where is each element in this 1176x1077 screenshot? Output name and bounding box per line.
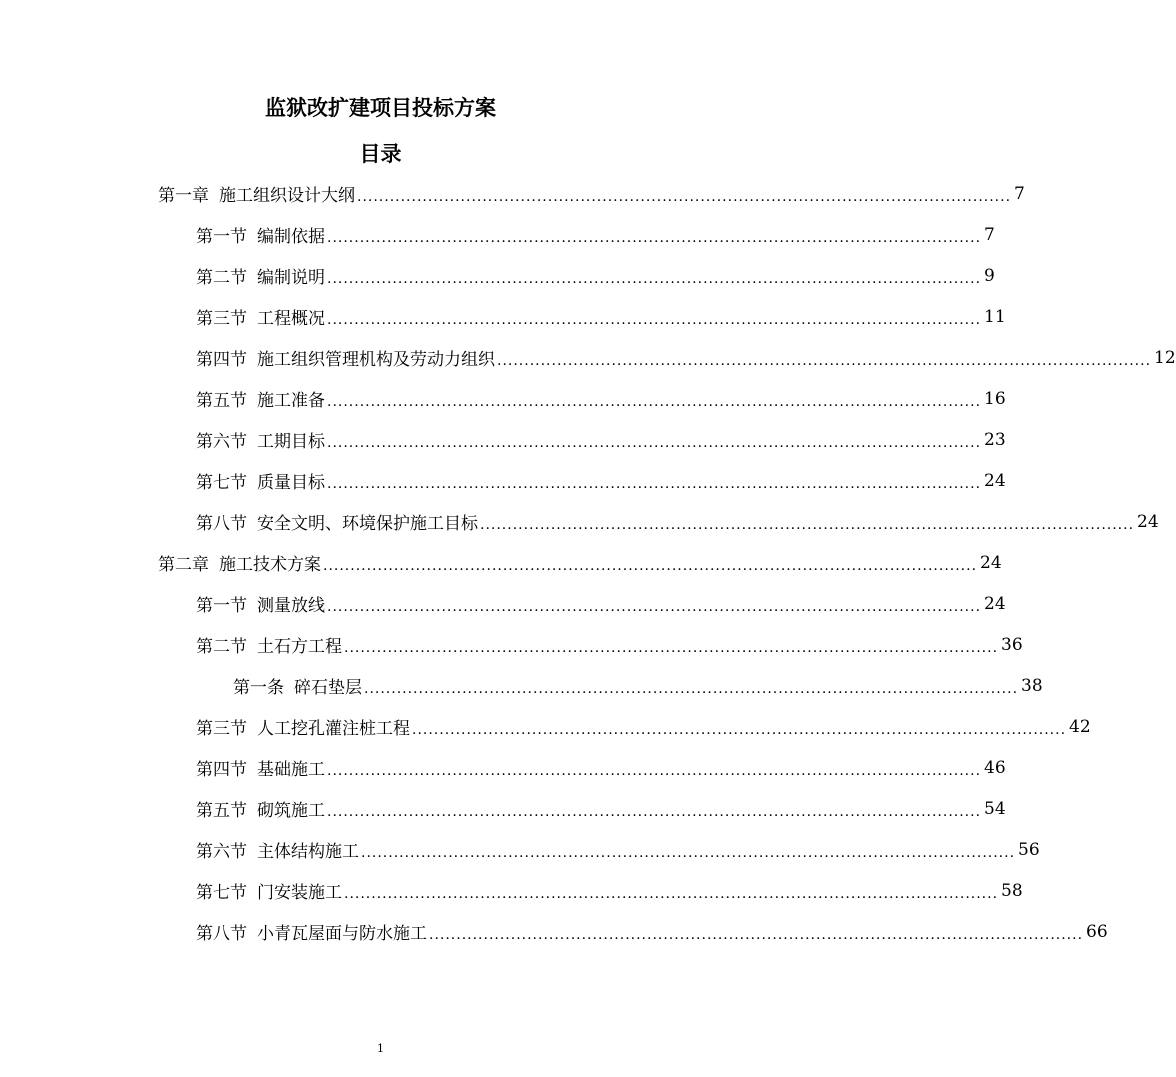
toc-entry-label: 第六节: [196, 432, 247, 452]
toc-entry-page: 56: [1018, 839, 1040, 860]
toc-entry-page: 36: [1001, 634, 1023, 655]
toc-entry-page: 24: [980, 552, 1002, 573]
toc-entry-title: 安全文明、环境保护施工目标: [257, 514, 478, 534]
toc-entry-title: 工期目标: [257, 432, 325, 452]
toc-entry-title: 基础施工: [257, 760, 325, 780]
toc-entry[interactable]: [196, 460, 1006, 501]
toc-entry[interactable]: [196, 870, 1023, 911]
toc-entry-label: 第二章: [158, 555, 209, 575]
toc-leader-dots: ........................................................................................................................: [327, 393, 982, 410]
toc-entry-label: 第一条: [233, 678, 284, 698]
toc-entry-label: 第一节: [196, 227, 247, 247]
page-number: 1: [377, 1042, 384, 1055]
toc-entry[interactable]: [196, 419, 1006, 460]
toc-entry-label: 第七节: [196, 473, 247, 493]
toc-leader-dots: ........................................................................................................................: [344, 639, 999, 656]
toc-entry-title: 土石方工程: [257, 637, 342, 657]
toc-leader-dots: ........................................................................................................................: [429, 926, 1084, 943]
toc-leader-dots: ........................................................................................................................: [327, 229, 982, 246]
toc-entry-label: 第四节: [196, 760, 247, 780]
toc-entry-label: 第六节: [196, 842, 247, 862]
toc-entry[interactable]: [196, 911, 1108, 952]
toc-entry-label: 第八节: [196, 514, 247, 534]
toc-entry-page: 7: [984, 224, 995, 245]
toc-entry-title: 小青瓦屋面与防水施工: [257, 924, 427, 944]
toc-entry-title: 编制说明: [257, 268, 325, 288]
toc-leader-dots: ........................................................................................................................: [357, 188, 1012, 205]
toc-entry[interactable]: [196, 337, 1176, 378]
toc-entry-label: 第二节: [196, 268, 247, 288]
toc-leader-dots: ........................................................................................................................: [344, 885, 999, 902]
toc-entry-label: 第三节: [196, 309, 247, 329]
toc-entry-page: 66: [1086, 921, 1108, 942]
toc-leader-dots: ........................................................................................................................: [327, 598, 982, 615]
toc-entry[interactable]: [196, 296, 1006, 337]
toc-entry-page: 16: [984, 388, 1006, 409]
toc-entry-label: 第一章: [158, 186, 209, 206]
toc-entry[interactable]: [196, 255, 995, 296]
document-title: 监狱改扩建项目投标方案: [265, 96, 496, 120]
toc-entry-title: 施工准备: [257, 391, 325, 411]
toc-entry-title: 砌筑施工: [257, 801, 325, 821]
toc-leader-dots: ........................................................................................................................: [412, 721, 1067, 738]
toc-leader-dots: ........................................................................................................................: [323, 557, 978, 574]
toc-leader-dots: ........................................................................................................................: [361, 844, 1016, 861]
toc-entry-title: 施工组织设计大纲: [219, 186, 355, 206]
toc-entry-page: 11: [984, 306, 1006, 327]
toc-entry-label: 第八节: [196, 924, 247, 944]
toc-entry-title: 施工技术方案: [219, 555, 321, 575]
toc-leader-dots: ........................................................................................................................: [327, 434, 982, 451]
toc-entry[interactable]: [196, 501, 1159, 542]
toc-entry-page: 58: [1001, 880, 1023, 901]
toc-entry-label: 第三节: [196, 719, 247, 739]
toc-entry-label: 第一节: [196, 596, 247, 616]
toc-entry-page: 42: [1069, 716, 1091, 737]
toc-entry-page: 23: [984, 429, 1006, 450]
toc-entry[interactable]: [196, 747, 1006, 788]
toc-leader-dots: ........................................................................................................................: [497, 352, 1152, 369]
toc-entry-title: 门安装施工: [257, 883, 342, 903]
toc-entry[interactable]: [196, 788, 1006, 829]
toc-entry-title: 人工挖孔灌注桩工程: [257, 719, 410, 739]
toc-leader-dots: ........................................................................................................................: [327, 762, 982, 779]
toc-entry-title: 测量放线: [257, 596, 325, 616]
toc-entry-title: 施工组织管理机构及劳动力组织: [257, 350, 495, 370]
toc-entry[interactable]: [196, 829, 1040, 870]
toc-entry-page: 7: [1014, 183, 1025, 204]
toc-entry[interactable]: [158, 542, 1002, 583]
toc-entry-page: 24: [984, 470, 1006, 491]
toc-leader-dots: ........................................................................................................................: [480, 516, 1135, 533]
toc-entry-page: 9: [984, 265, 995, 286]
toc-entry-title: 质量目标: [257, 473, 325, 493]
toc-entry[interactable]: [158, 173, 1025, 214]
toc-entry-title: 编制依据: [257, 227, 325, 247]
toc-entry-label: 第五节: [196, 391, 247, 411]
toc-entry-label: 第二节: [196, 637, 247, 657]
toc-entry[interactable]: [196, 624, 1023, 665]
toc-leader-dots: ........................................................................................................................: [364, 680, 1019, 697]
toc-entry-label: 第七节: [196, 883, 247, 903]
toc-entry[interactable]: [196, 214, 995, 255]
toc-entry[interactable]: [233, 665, 1043, 706]
toc-entry-page: 54: [984, 798, 1006, 819]
toc-entry-title: 主体结构施工: [257, 842, 359, 862]
toc-entry-title: 工程概况: [257, 309, 325, 329]
toc-entry-page: 38: [1021, 675, 1043, 696]
toc-entry[interactable]: [196, 583, 1006, 624]
toc-heading: 目录: [359, 142, 402, 166]
toc-entry-title: 碎石垫层: [294, 678, 362, 698]
toc-entry[interactable]: [196, 378, 1006, 419]
toc-entry-label: 第四节: [196, 350, 247, 370]
toc-entry-page: 46: [984, 757, 1006, 778]
toc-entry-page: 24: [984, 593, 1006, 614]
toc-leader-dots: ........................................................................................................................: [327, 270, 982, 287]
toc-entry[interactable]: [196, 706, 1091, 747]
toc-leader-dots: ........................................................................................................................: [327, 803, 982, 820]
toc-entry-label: 第五节: [196, 801, 247, 821]
toc-leader-dots: ........................................................................................................................: [327, 311, 982, 328]
toc-leader-dots: ........................................................................................................................: [327, 475, 982, 492]
toc-entry-page: 12: [1154, 347, 1176, 368]
toc-entry-page: 24: [1137, 511, 1159, 532]
